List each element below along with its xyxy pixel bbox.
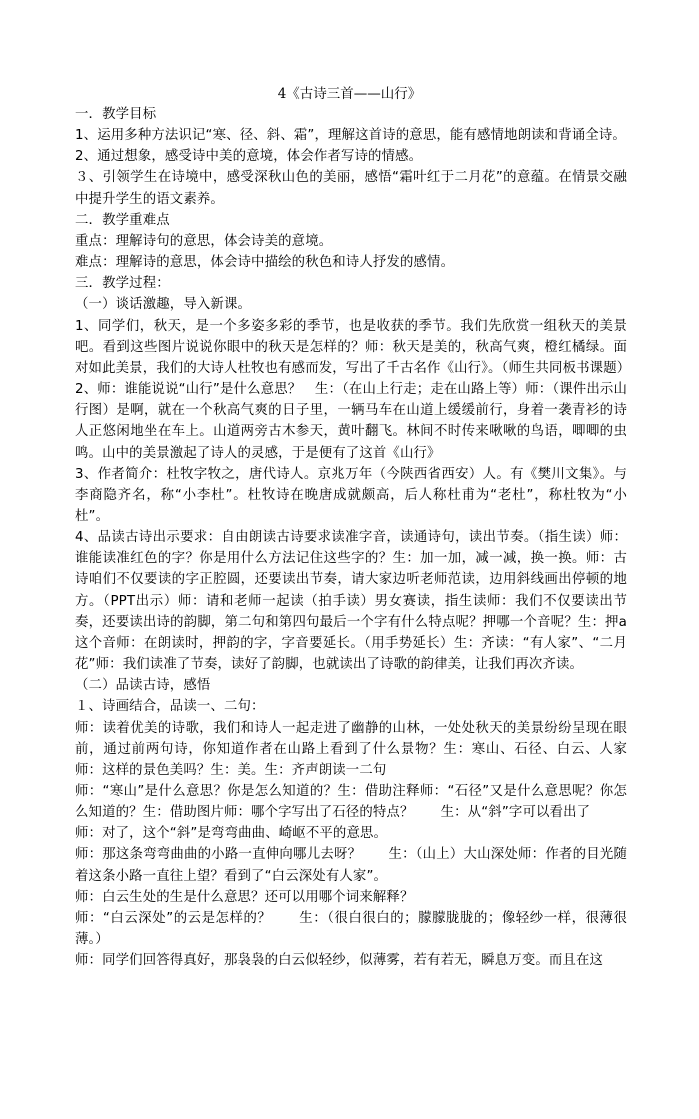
lesson-body [75,104,631,971]
dialogue-paragraph: 师：“白云深处”的云是怎样的？ 生：（很白很白的；朦朦胧胧的；像轻纱一样，很薄很薄。） [75,910,627,948]
goal-item: ３、引领学生在诗境中，感受深秋山色的美丽，感悟“霜叶红于二月花”的意蕴。在情景交融中提升学生的语文素养。 [75,170,627,207]
goal-item: 1、运用多种方法识记“寒、径、斜、霜”，理解这首诗的意思，能有感情地朗读和背诵全诗。 [75,128,626,144]
process-paragraph: 1、同学们，秋天，是一个多姿多彩的季节，也是收获的季节。我们先欣赏一组秋天的美景吧。看到这些图片说说你眼中的秋天是怎样的？师：秋天是美的，秋高气爽，橙红橘绿。面对如此美景，我们的大诗人杜牧也有感而发，写出了千古名作《山行》。（师生共同板书课题） [75,318,631,376]
dialogue-paragraph: 师：同学们回答得真好，那袅袅的白云似轻纱，似薄雾，若有若无，瞬息万变。而且在这 [75,953,604,969]
dialogue-paragraph: 师：对了，这个“斜”是弯弯曲曲、崎岖不平的意思。 [75,826,388,842]
author-intro-paragraph: 3、作者简介：杜牧字牧之，唐代诗人。京兆万年（今陕西省西安）人。有《樊川文集》。与李商隐齐名，称“小李杜”。杜牧诗在晚唐成就颇高，后人称杜甫为“老杜”，称杜牧为“小杜”。 [75,466,627,524]
dialogue-paragraph: 师：“寒山”是什么意思？你是怎么知道的？生：借助注释师：“石径”又是什么意思呢？你怎么知道的？生：借助图片师：哪个字写出了石径的特点？ 生：从“斜”字可以看出了 [75,784,627,821]
section-heading-process: 三．教学过程： [75,276,170,292]
subsection-heading: （二）品读古诗，感悟 [75,678,211,694]
dialogue-paragraph: 师：那这条弯弯曲曲的小路一直伸向哪儿去呀？ 生：（山上）大山深处师：作者的目光随着这条小路一直往上望？看到了“白云深处有人家”。 [75,847,627,884]
lesson-title: 4《古诗三首——山行》 [277,86,422,102]
goal-item: 2、通过想象，感受诗中美的意境，体会作者写诗的情感。 [75,149,423,165]
dialogue-paragraph: 师：白云生处的生是什么意思？还可以用哪个词来解释？ [75,889,414,905]
process-paragraph: 4、品读古诗出示要求：自由朗读古诗要求读准字音，读通诗句，读出节奏。（指生读）师：谁能读准红色的字？你是用什么方法记住这些字的？生：加一加，减一减，换一换。师：古诗咱们不仅要读的字正腔圆，还要读出节奏，请大家边听老师范读，边用斜线画出停顿的地方。（PPT出示）师：请和老师一起读（拍手读）男女赛读，指生读师：我们不仅要读出节奏，还要读出诗的韵脚，第二句和第四句最后一个字有什么特点呢？押哪一个音呢？生：押a这个音师：在朗读时，押韵的字，字音要延长。（用手势延长）生：齐读：“有人家”、“二月花”师：我们读准了节奏，读好了韵脚，也就读出了诗歌的韵律美，让我们再次齐读。 [75,530,627,673]
key-point: 重点：理解诗句的意思，体会诗美的意境。 [75,233,333,249]
dialogue-paragraph: 师：读着优美的诗歌，我们和诗人一起走进了幽静的山林，一处处秋天的美景纷纷呈现在眼前，通过前两句诗，你知道作者在山路上看到了什么景物？生：寒山、石径、白云、人家师：这样的景色美吗？生：美。生：齐声朗读一二句 [75,720,627,778]
section-heading-key-points: 二．教学重难点 [75,212,170,228]
subsection-heading: （一）谈话激趣，导入新课。 [75,297,252,313]
section-heading-goals: 一．教学目标 [75,107,157,122]
step-heading: １、诗画结合，品读一、二句： [75,699,265,715]
difficult-point: 难点：理解诗的意思，体会诗中描绘的秋色和诗人抒发的感情。 [75,255,455,271]
process-paragraph: 2、师：谁能说说“山行”是什么意思？ 生：（在山上行走；走在山路上等）师：（课件出示山行图）是啊，就在一个秋高气爽的日子里，一辆马车在山道上缓缓前行，身着一袭青衫的诗人正悠闲地坐在车上。山道两旁古木参天，黄叶翻飞。林间不时传来啾啾的鸟语，唧唧的虫鸣。山中的美景激起了诗人的灵感，于是便有了这首《山行》 [75,382,627,461]
